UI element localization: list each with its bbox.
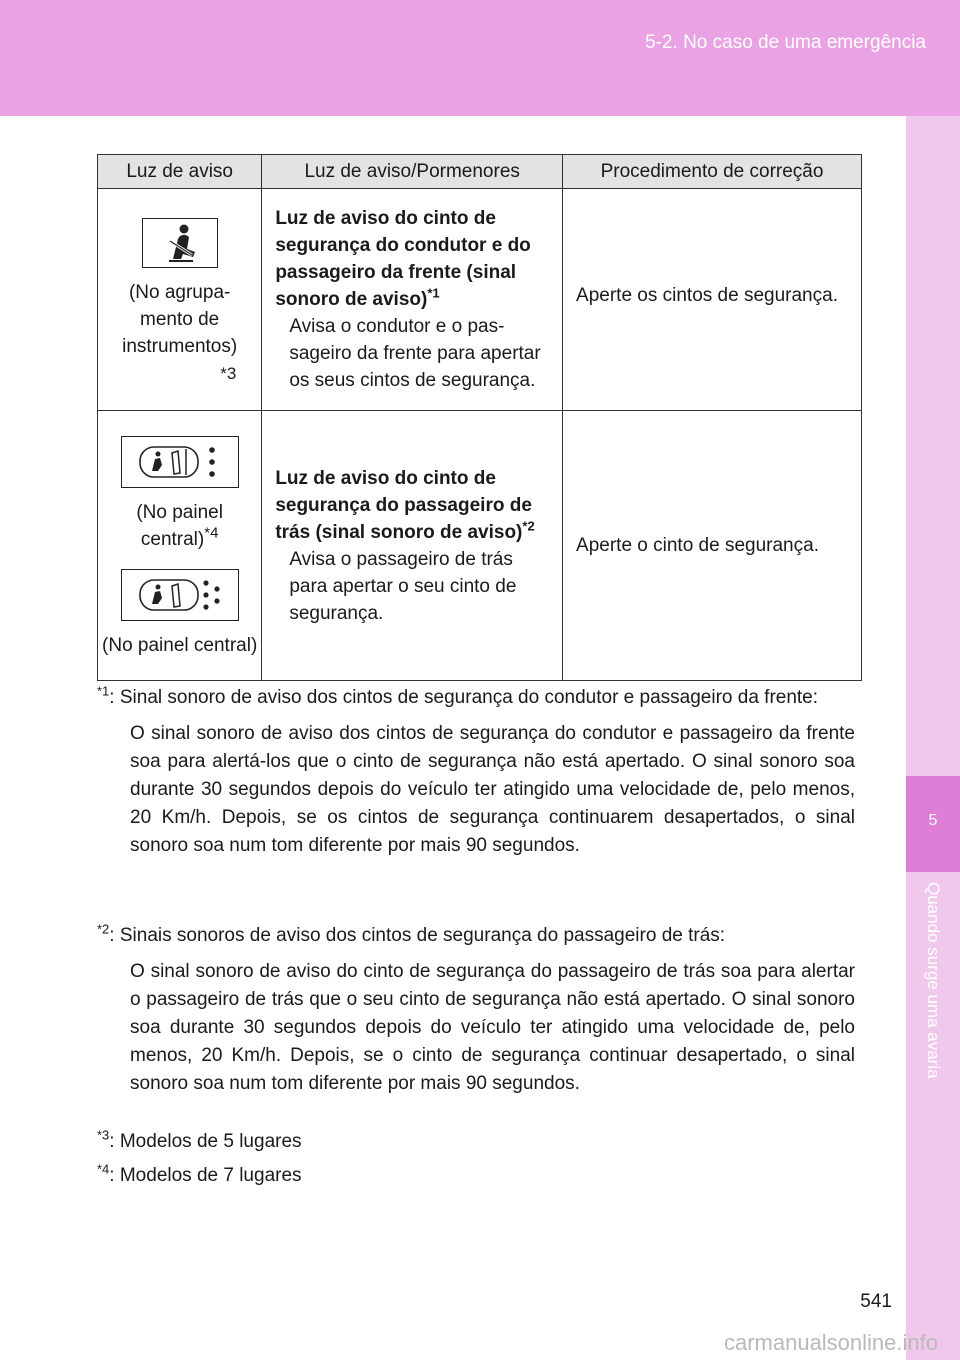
details-cell — [262, 189, 563, 411]
table-row — [98, 411, 862, 681]
chapter-number: 5 — [928, 812, 938, 829]
column-header: Luz de aviso — [98, 155, 262, 189]
side-tab-upper — [906, 116, 960, 776]
footnote-body: O sinal sonoro de aviso dos cintos de segurança do condutor e passageiro da frente soa para alertá-los que o cinto de segurança não está apertado. O sinal sonoro soa durante 30 segundos depois do veículo ter atingido uma velocidade de, pelo menos, 20 Km/h. Depois, se os cintos de segurança continuarem desapertados, o sinal sonoro soa num tom diferente por mais 90 segundos. — [130, 723, 855, 856]
footnote — [97, 922, 855, 1098]
watermark: carmanualsonline.info — [723, 1330, 938, 1355]
rear-seatbelt-indicator-icon — [121, 569, 239, 621]
chapter-label: Quando surge uma avaria — [924, 882, 943, 1079]
table-row — [98, 189, 862, 411]
section-title: 5-2. No caso de uma emergência — [645, 32, 926, 53]
procedure-cell — [563, 189, 862, 411]
procedure-text: Aperte os cintos de segurança. — [576, 285, 838, 306]
footnote — [97, 1162, 855, 1190]
footnote-body: O sinal sonoro de aviso do cinto de segurança do passageiro de trás soa para alertar o passageiro de trás que o seu cinto de segurança não está apertado. O sinal sonoro soa durante 30 segundos depois do veículo ter atingido uma velocidade de, pelo menos, 20 Km/h. Depois, se o cinto de segurança continuar desapertado, o sinal sonoro soa num tom diferente por mais 90 segundos. — [130, 961, 855, 1094]
detail-title: Luz de aviso do cinto de segurança do condutor e do passageiro da frente (sinal sonoro de aviso)$^{*1}$ — [275, 208, 531, 310]
icon-caption: (No painel central)$^{*4}$ — [136, 502, 223, 550]
footnote-heading: $^{*3}$: Modelos de 5 lugares — [97, 1127, 302, 1152]
procedure-cell — [563, 411, 862, 681]
procedure-text: Aperte o cinto de segurança. — [576, 535, 819, 556]
icon-caption: (No painel central) — [102, 635, 258, 656]
footnote — [97, 1128, 855, 1156]
footnote-heading: $^{*4}$: Modelos de 7 lugares — [97, 1161, 302, 1186]
details-cell — [262, 411, 563, 681]
rear-seatbelt-indicator-icon — [121, 436, 239, 488]
detail-body: Avisa o condutor e o pas-sageiro da frente para apertar os seus cintos de segurança. — [289, 316, 541, 391]
warning-light-table — [97, 154, 862, 681]
warning-light-cell — [98, 189, 262, 411]
footnote-heading: $^{*1}$: Sinal sonoro de aviso dos cintos de segurança do condutor e passageiro da frente: — [97, 683, 819, 708]
footnote-heading: $^{*2}$: Sinais sonoros de aviso dos cintos de segurança do passageiro de trás: — [97, 921, 726, 946]
icon-footnote-mark: *3 — [220, 364, 237, 383]
detail-body: Avisa o passageiro de trás para apertar o seu cinto de segurança. — [289, 548, 517, 624]
warning-light-cell — [98, 411, 262, 681]
footnote — [97, 684, 855, 860]
icon-caption: (No agrupa-mento de instrumentos) — [122, 282, 238, 357]
column-header: Procedimento de correção — [563, 155, 862, 189]
page-header — [0, 0, 960, 116]
column-header: Luz de aviso/Pormenores — [262, 155, 563, 189]
table-header-row — [98, 155, 862, 189]
page-number: 541 — [860, 1291, 892, 1312]
detail-title: Luz de aviso do cinto de segurança do passageiro de trás (sinal sonoro de aviso)$^{*2}$ — [275, 467, 535, 543]
seatbelt-warning-icon — [142, 218, 218, 268]
